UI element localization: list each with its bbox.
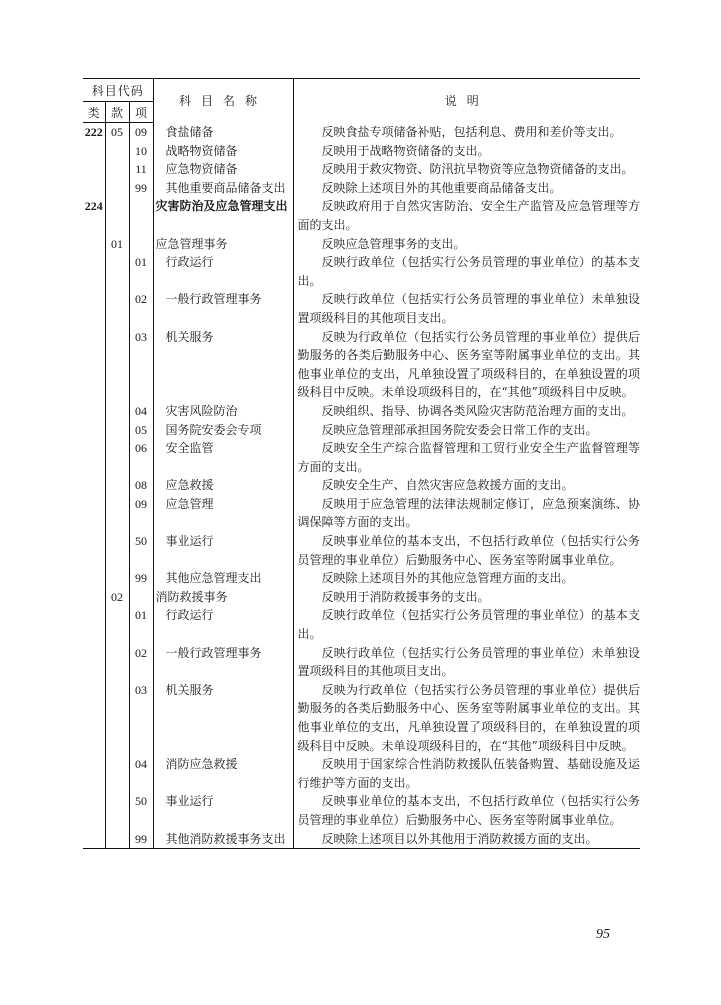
subject-name-cell: 安全监管 bbox=[153, 439, 293, 476]
description-cell: 反映行政单位（包括实行公务员管理的事业单位）未单独设置项级科目的其他项目支出。 bbox=[297, 645, 640, 679]
desc-header: 说明 bbox=[293, 79, 640, 123]
description-cell: 反映除上述项目以外其他用于消防救援方面的支出。 bbox=[293, 830, 640, 849]
subject-name-cell: 其他重要商品储备支出 bbox=[153, 179, 293, 198]
subject-name-cell: 机关服务 bbox=[153, 328, 293, 402]
lei-cell bbox=[83, 830, 105, 849]
xiang-cell: 04 bbox=[129, 755, 153, 792]
xiang-cell: 11 bbox=[129, 160, 153, 179]
kuan-cell bbox=[105, 792, 129, 829]
xiang-cell: 08 bbox=[129, 476, 153, 495]
kuan-cell bbox=[105, 495, 129, 532]
table-row bbox=[83, 476, 640, 495]
table-row bbox=[83, 606, 640, 643]
xiang-cell: 06 bbox=[129, 439, 153, 476]
description-cell: 反映安全生产综合监督管理和工贸行业安全生产监督管理等方面的支出。 bbox=[297, 441, 640, 474]
xiang-cell: 99 bbox=[129, 179, 153, 198]
table-row bbox=[83, 290, 640, 327]
page-number: 95 bbox=[596, 927, 610, 942]
table-row bbox=[83, 755, 640, 792]
lei-cell bbox=[83, 681, 105, 755]
description-cell: 反映除上述项目外的其他应急管理方面的支出。 bbox=[321, 571, 574, 586]
subject-name-cell: 应急管理 bbox=[153, 495, 293, 532]
description-cell: 反映应急管理事务的支出。 bbox=[321, 236, 466, 251]
description-cell: 反映为行政单位（包括实行公务员管理的事业单位）提供后勤服务的各类后勤服务中心、医务室等附属事业单位的支出。其他事业单位的支出，凡单独设置了项级科目的，在单独设置的项级科目中反映。未单设项级科目的，在“其他”项级科目中反映。 bbox=[297, 682, 640, 753]
kuan-cell bbox=[105, 142, 129, 161]
description-cell: 反映用于救灾物资、防汛抗旱物资等应急物资储备的支出。 bbox=[321, 162, 634, 177]
xiang-cell: 10 bbox=[129, 142, 153, 161]
description-cell: 反映行政单位（包括实行公务员管理的事业单位）未单独设置项级科目的其他项目支出。 bbox=[297, 292, 640, 325]
description-cell: 反映行政单位（包括实行公务员管理的事业单位）的基本支出。 bbox=[297, 255, 640, 288]
subject-name-cell: 事业运行 bbox=[153, 532, 293, 569]
table-row bbox=[83, 681, 640, 755]
subject-name-cell: 一般行政管理事务 bbox=[153, 644, 293, 681]
description-cell: 反映事业单位的基本支出，不包括行政单位（包括实行公务员管理的事业单位）后勤服务中心、医务室等附属事业单位。 bbox=[297, 534, 640, 567]
xiang-cell: 99 bbox=[129, 569, 153, 588]
lei-cell: 222 bbox=[83, 123, 105, 142]
description-cell: 反映政府用于自然灾害防治、安全生产监管及应急管理等方面的支出。 bbox=[297, 199, 640, 232]
table-row bbox=[83, 253, 640, 290]
kuan-cell bbox=[105, 569, 129, 588]
lei-cell bbox=[83, 495, 105, 532]
subject-name-cell: 应急物资储备 bbox=[153, 160, 293, 179]
description-cell: 反映食盐专项储备补贴，包括利息、费用和差价等支出。 bbox=[321, 124, 622, 139]
subject-name-cell: 应急救援 bbox=[153, 476, 293, 495]
table-row bbox=[83, 532, 640, 569]
lei-cell bbox=[83, 644, 105, 681]
lei-cell bbox=[83, 179, 105, 198]
description-cell: 反映行政单位（包括实行公务员管理的事业单位）的基本支出。 bbox=[297, 608, 640, 642]
subject-name-cell: 消防应急救援 bbox=[153, 755, 293, 792]
lei-cell bbox=[83, 253, 105, 290]
table-row bbox=[83, 588, 640, 607]
xiang-cell: 03 bbox=[129, 328, 153, 402]
subject-name-cell: 行政运行 bbox=[153, 606, 293, 643]
table-row bbox=[83, 197, 640, 234]
xiang-cell: 05 bbox=[129, 421, 153, 440]
subject-name-cell: 食盐储备 bbox=[153, 123, 293, 142]
subject-name-cell: 应急管理事务 bbox=[153, 235, 293, 254]
xiang-cell: 02 bbox=[129, 644, 153, 681]
subject-name-cell: 行政运行 bbox=[153, 253, 293, 290]
subject-name-cell: 灾害风险防治 bbox=[153, 402, 293, 421]
kuan-cell bbox=[105, 439, 129, 476]
kuan-cell bbox=[105, 644, 129, 681]
code-header: 科目代码 bbox=[83, 79, 153, 102]
description-cell: 反映用于国家综合性消防救援队伍装备购置、基础设施及运行维护等方面的支出。 bbox=[297, 757, 640, 790]
kuan-cell: 05 bbox=[105, 123, 129, 142]
xiang-cell: 03 bbox=[129, 681, 153, 755]
description-cell: 反映用于消防救援事务的支出。 bbox=[321, 589, 490, 604]
xiang-cell: 09 bbox=[129, 495, 153, 532]
xiang-cell: 01 bbox=[129, 606, 153, 643]
name-header: 科目名称 bbox=[153, 79, 293, 123]
description-cell: 反映用于应急管理的法律法规制定修订，应急预案演练、协调保障等方面的支出。 bbox=[297, 496, 640, 530]
subject-name-cell: 一般行政管理事务 bbox=[153, 290, 293, 327]
xiang-cell: 50 bbox=[129, 532, 153, 569]
description-cell: 反映组织、指导、协调各类风险灾害防范治理方面的支出。 bbox=[321, 403, 634, 418]
subject-name-cell: 其他消防救援事务支出 bbox=[153, 830, 293, 849]
table-row bbox=[83, 142, 640, 161]
subject-name-cell: 机关服务 bbox=[153, 681, 293, 755]
table-row bbox=[83, 495, 640, 532]
table-row bbox=[83, 830, 640, 849]
xiang-cell bbox=[129, 235, 153, 254]
kuan-cell bbox=[105, 402, 129, 421]
lei-cell: 224 bbox=[83, 197, 105, 234]
kuan-cell bbox=[105, 328, 129, 402]
xiang-cell: 01 bbox=[129, 253, 153, 290]
xiang-cell bbox=[129, 197, 153, 234]
subject-name-cell: 其他应急管理支出 bbox=[153, 569, 293, 588]
lei-cell bbox=[83, 235, 105, 254]
table-row bbox=[83, 792, 640, 829]
lei-cell bbox=[83, 402, 105, 421]
description-cell: 反映为行政单位（包括实行公务员管理的事业单位）提供后勤服务的各类后勤服务中心、医务室等附属事业单位的支出。其他事业单位的支出，凡单独设置了项级科目的，在单独设置的项级科目中反映。未单设项级科目的，在“其他”项级科目中反映。 bbox=[297, 329, 640, 400]
lei-cell bbox=[83, 792, 105, 829]
lei-cell bbox=[83, 439, 105, 476]
table-body bbox=[83, 123, 640, 849]
description-cell: 反映除上述项目外的其他重要商品储备支出。 bbox=[321, 180, 562, 195]
subject-name-cell: 灾害防治及应急管理支出 bbox=[153, 197, 293, 234]
subject-name-cell: 消防救援事务 bbox=[153, 588, 293, 607]
lei-cell bbox=[83, 142, 105, 161]
description-cell: 反映用于战略物资储备的支出。 bbox=[321, 143, 490, 158]
table-row bbox=[83, 179, 640, 198]
lei-cell bbox=[83, 755, 105, 792]
lei-cell bbox=[83, 421, 105, 440]
kuan-cell bbox=[105, 253, 129, 290]
xiang-cell: 50 bbox=[129, 792, 153, 829]
kuan-cell bbox=[105, 681, 129, 755]
table-row bbox=[83, 439, 640, 476]
xiang-cell: 99 bbox=[129, 830, 153, 849]
kuan-header: 款 bbox=[105, 102, 129, 123]
lei-cell bbox=[83, 532, 105, 569]
kuan-cell bbox=[105, 755, 129, 792]
xiang-cell: 02 bbox=[129, 290, 153, 327]
xiang-cell bbox=[129, 588, 153, 607]
kuan-cell bbox=[105, 421, 129, 440]
subject-name-cell: 战略物资储备 bbox=[153, 142, 293, 161]
table-header bbox=[83, 79, 640, 123]
kuan-cell: 01 bbox=[105, 235, 129, 254]
xiang-cell: 09 bbox=[129, 123, 153, 142]
kuan-cell bbox=[105, 532, 129, 569]
description-cell: 反映事业单位的基本支出，不包括行政单位（包括实行公务员管理的事业单位）后勤服务中心、医务室等附属事业单位。 bbox=[297, 794, 640, 827]
document-page bbox=[83, 78, 640, 850]
kuan-cell: 02 bbox=[105, 588, 129, 607]
lei-cell bbox=[83, 606, 105, 643]
table-row bbox=[83, 644, 640, 681]
table-row bbox=[83, 402, 640, 421]
kuan-cell bbox=[105, 606, 129, 643]
xiang-header: 项 bbox=[129, 102, 153, 123]
table-row bbox=[83, 123, 640, 142]
kuan-cell bbox=[105, 476, 129, 495]
table-row bbox=[83, 160, 640, 179]
xiang-cell: 04 bbox=[129, 402, 153, 421]
lei-header: 类 bbox=[83, 102, 105, 123]
subject-name-cell: 事业运行 bbox=[153, 792, 293, 829]
table-row bbox=[83, 328, 640, 402]
kuan-cell bbox=[105, 830, 129, 849]
table-row bbox=[83, 421, 640, 440]
lei-cell bbox=[83, 588, 105, 607]
table-row bbox=[83, 569, 640, 588]
kuan-cell bbox=[105, 197, 129, 234]
table-row bbox=[83, 235, 640, 254]
subject-name-cell: 国务院安委会专项 bbox=[153, 421, 293, 440]
lei-cell bbox=[83, 328, 105, 402]
lei-cell bbox=[83, 290, 105, 327]
kuan-cell bbox=[105, 290, 129, 327]
lei-cell bbox=[83, 476, 105, 495]
lei-cell bbox=[83, 160, 105, 179]
budget-subject-table bbox=[83, 78, 640, 849]
lei-cell bbox=[83, 569, 105, 588]
kuan-cell bbox=[105, 179, 129, 198]
description-cell: 反映应急管理部承担国务院安委会日常工作的支出。 bbox=[321, 422, 598, 437]
description-cell: 反映安全生产、自然灾害应急救援方面的支出。 bbox=[321, 478, 574, 493]
kuan-cell bbox=[105, 160, 129, 179]
